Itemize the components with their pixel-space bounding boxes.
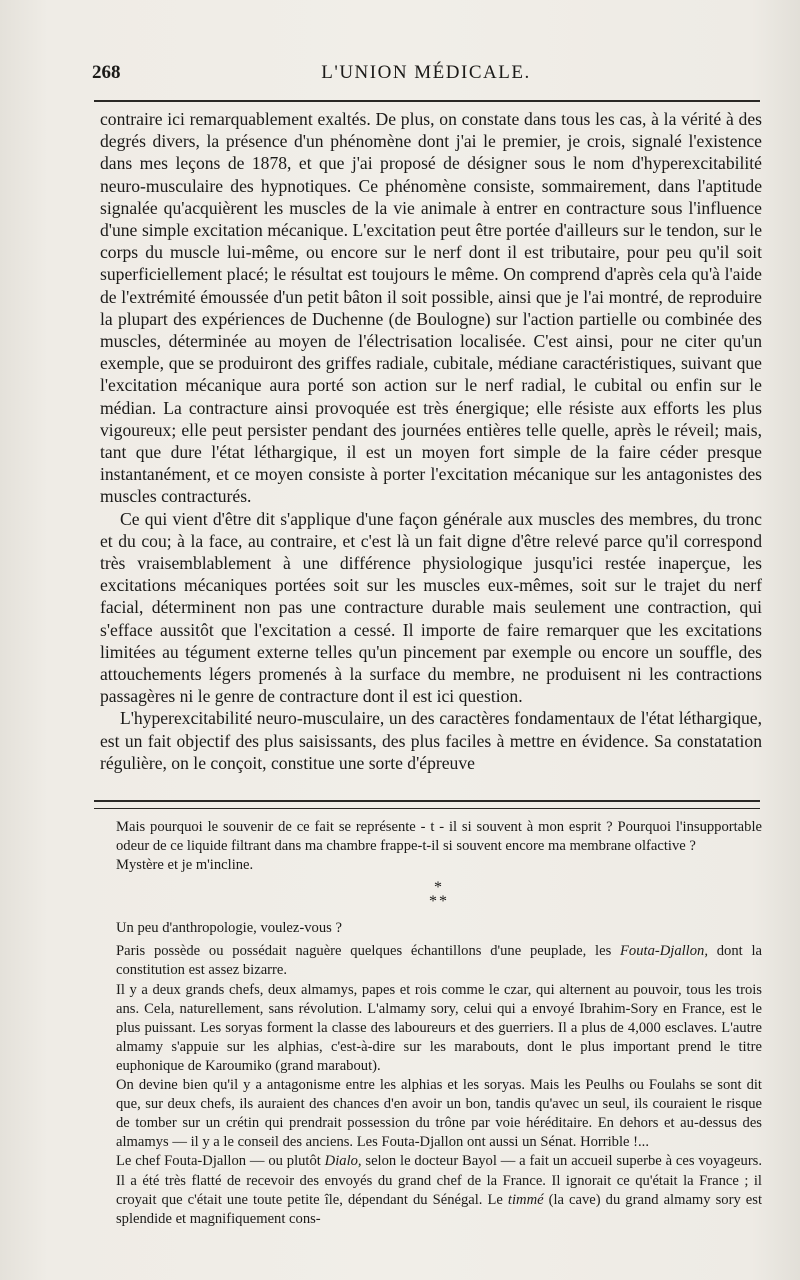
header-rule — [94, 100, 760, 102]
page-header — [92, 62, 760, 90]
main-paragraph-1: contraire ici remarquablement exaltés. De plus, on constate dans tous les cas, à la vérité à des degrés divers, la présence d'un phénomène dont j'ai le premier, je crois, signalé l'existence dans mes leçons de 1878, et que j'ai proposé de désigner sous le nom d'hyperexcitabilité neuro-musculaire des hypnotiques. Ce phénomène consiste, sommairement, dans l'aptitude signalée qu'acquièrent les muscles de la vie animale à entrer en contracture sous l'influence d'une simple excitation mécanique. L'excitation peut être portée d'ailleurs sur le tendon, sur le corps du muscle lui-même, ou encore sur le nerf dont il est tributaire, pour peu qu'il soit superficiellement placé; le résultat est toujours le même. On comprend d'après cela qu'à l'aide de l'extrémité émoussée d'un petit bâton il soit possible, ainsi que je l'ai montré, de reproduire la plupart des expériences de Duchenne (de Boulogne) sur l'action partielle ou combinée des muscles, déterminée au moyen de l'électrisation localisée. C'est ainsi, pour ne citer qu'un exemple, que se produiront des griffes radiale, cubitale, médiane caractéristiques, suivant que l'excitation mécanique aura porté son action sur le nerf radial, le cubital ou enfin sur le médian. La contracture ainsi provoquée est très énergique; elle résiste aux efforts les plus vigoureux; elle peut persister pendant des journées entières telle quelle, après le réveil; mais, tant que dure l'état léthargique, il est un moyen fort simple de la faire céder presque instantanément, et ce moyen consiste à porter l'excitation mécanique sur les antagonistes des muscles contracturés. — [100, 109, 762, 507]
page-number: 268 — [92, 62, 121, 83]
p3-italic-name: Fouta-Djallon, — [620, 943, 708, 960]
asterism-bottom: ** — [429, 893, 449, 911]
feuilleton-paragraph-4: Il y a deux grands chefs, deux almamys, papes et rois comme le czar, qui alternent au pouvoir, tous les trois ans. Cela, naturellement, sans révolution. L'almamy sory, celui qui a envoyé Ibrahim-Sory en France, est le plus puissant. Les soryas forment la classe des laboureurs et des guerriers. Il a plus de 4,000 esclaves. L'autre almamy s'appuie sur les alphias, c'est-à-dire sur les marabouts, dont le plus important prend le titre euphonique de Karoumiko (grand marabout). — [116, 981, 762, 1074]
feuilleton-paragraph-2: Mystère et je m'incline. — [116, 857, 254, 874]
asterism — [116, 881, 762, 909]
p3-text-b: dont la constitution est assez bizarre. — [116, 943, 762, 979]
p6-text-c: selon le docteur Bayol — a fait un accueil superbe à ces voyageurs. Il a été très flatté de recevoir des envoyés du grand chef de la France. Il ignorait ce qu'était la France ; il croyait que c'était une toute petite île, dépendant du Sénégal. Le — [116, 1153, 763, 1208]
p6-text-a: Le chef Fouta-Djallon — ou plutôt — [116, 1153, 325, 1170]
main-text — [100, 108, 762, 774]
feuilleton-separator — [94, 800, 760, 809]
p6-italic-timme: timmé — [507, 1191, 544, 1208]
feuilleton-paragraph-3 — [116, 942, 762, 980]
running-title: L'UNION MÉDICALE. — [321, 62, 531, 83]
p6-italic-dialo: Dialo, — [324, 1153, 362, 1170]
main-paragraph-3: L'hyperexcitabilité neuro-musculaire, un des caractères fondamentaux de l'état léthargique, est un fait objectif des plus saisissants, des plus faciles à mettre en évidence. Sa constatation régulière, on le conçoit, constitue une sorte d'épreuve — [100, 708, 762, 773]
feuilleton-text — [116, 818, 762, 1229]
feuilleton-paragraph-5: On devine bien qu'il y a antagonisme entre les alphias et les soryas. Mais les Peulhs ou Foulahs se sont dit que, sur deux chefs, ils auraient des chances d'en avoir un bon, tandis qu'avec un seul, ils couraient le risque de tomber sur un crétin qui prendrait possession du trône par voie héréditaire. En dehors et au-dessus des almamys — il y a le conseil des anciens. Les Fouta-Djallon ont aussi un Sénat. Horrible !... — [116, 1077, 762, 1151]
section-heading: Un peu d'anthropologie, voulez-vous ? — [116, 920, 342, 937]
asterism-top: * — [434, 879, 444, 897]
p3-text-a: Paris possède ou possédait naguère quelques échantillons d'une peuplade, les — [116, 943, 621, 960]
p6-text-e: (la cave) du grand almamy sory est splendide et magnifiquement cons- — [116, 1191, 762, 1227]
main-paragraph-2: Ce qui vient d'être dit s'applique d'une façon générale aux muscles des membres, du tronc et du cou; à la face, au contraire, et c'est là un fait digne d'être relevé parce qu'il correspond très vraisemblablement à une différence physiologique jusqu'ici restée inaperçue, les excitations mécaniques portées soit sur les muscles eux-mêmes, soit sur le trajet du nerf facial, déterminent non pas une contracture durable mais seulement une contraction, qui s'efface aussitôt que l'excitation a cessé. Il importe de faire remarquer que les excitations limitées au tégument externe telles qu'un pincement par exemple ou encore un souffle, des attouchements légers promenés à la surface du membre, ne produisent ni les contractions passagères ni le genre de contracture dont il est ici question. — [100, 508, 762, 707]
feuilleton-paragraph-6 — [116, 1152, 762, 1228]
feuilleton-paragraph-1: Mais pourquoi le souvenir de ce fait se représente - t - il si souvent à mon esprit ? Pourquoi l'insupportable odeur de ce liquide filtrant dans ma chambre frappe-t-il si souvent encore ma membrane olfactive ? — [116, 819, 762, 855]
